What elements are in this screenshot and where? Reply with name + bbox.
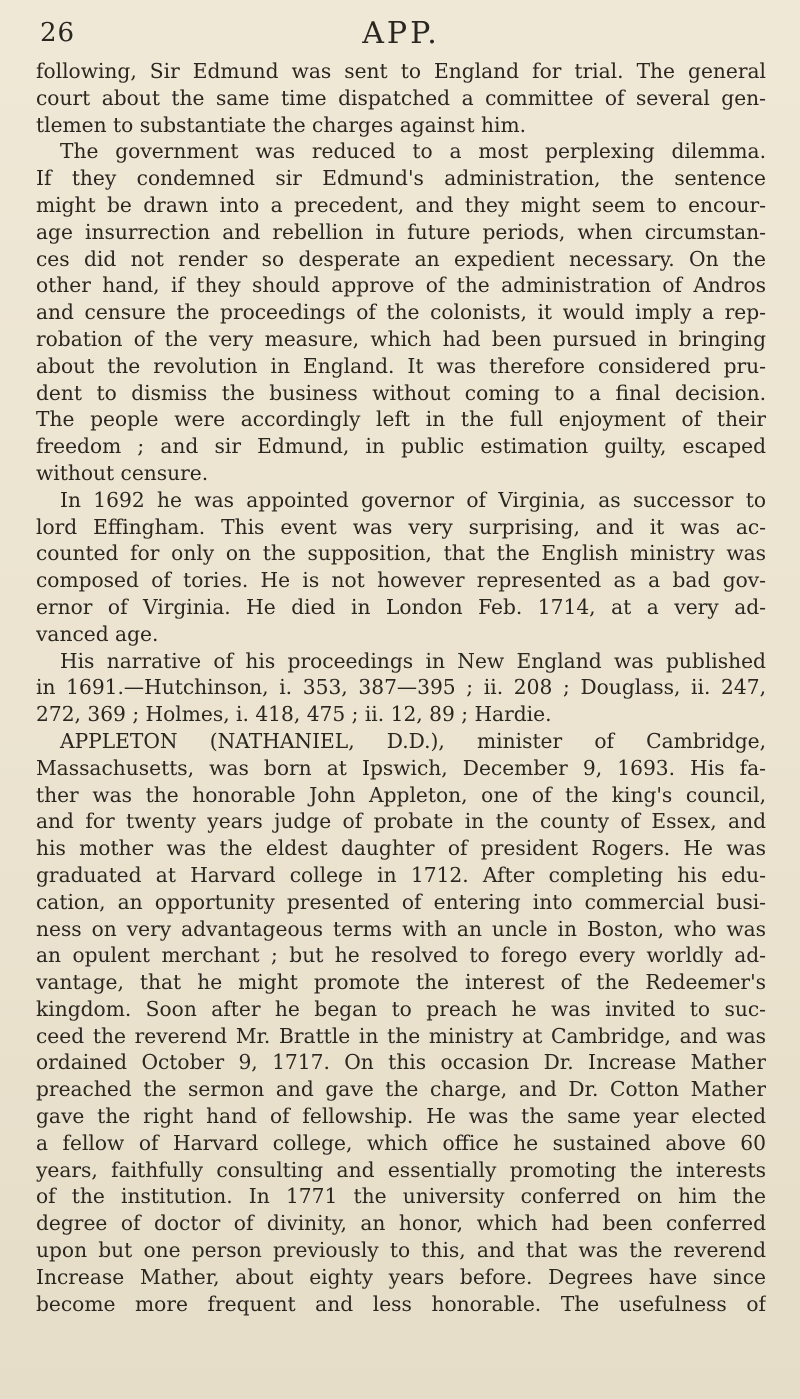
text-line: years, faithfully consulting and essentially promoting the interests — [36, 1157, 766, 1182]
text-line: counted for only on the supposition, that the English ministry was — [36, 541, 766, 566]
text-line: ceed the reverend Mr. Brattle in the ministry at Cambridge, and was — [36, 1023, 766, 1048]
text-line: kingdom. Soon after he began to preach he was invited to suc- — [36, 996, 766, 1021]
text-line: become more frequent and less honorable. The usefulness of — [36, 1291, 766, 1316]
running-head: APP. — [362, 16, 440, 51]
text-line: upon but one person previously to this, and that was the reverend — [36, 1238, 766, 1263]
text-line: gave the right hand of fellowship. He was the same year elected — [36, 1104, 766, 1129]
text-line: lord Effingham. This event was very surprising, and it was ac- — [36, 514, 766, 539]
text-line: his mother was the eldest daughter of president Rogers. He was — [36, 836, 766, 861]
text-line: dent to dismiss the business without coming to a final decision. — [36, 380, 766, 405]
text-line: ordained October 9, 1717. On this occasion Dr. Increase Mather — [36, 1050, 766, 1075]
text-line: In 1692 he was appointed governor of Virginia, as successor to — [60, 487, 766, 512]
text-line: cation, an opportunity presented of entering into commercial busi- — [36, 889, 766, 914]
text-line: degree of doctor of divinity, an honor, which had been conferred — [36, 1211, 766, 1236]
text-line: and for twenty years judge of probate in the county of Essex, and — [36, 809, 766, 834]
text-line: If they condemned sir Edmund's administration, the sentence — [36, 166, 766, 191]
text-line: of the institution. In 1771 the university conferred on him the — [36, 1184, 766, 1209]
text-line: in 1691.—Hutchinson, i. 353, 387—395 ; ii. 208 ; Douglass, ii. 247, — [36, 675, 766, 700]
page-header — [36, 14, 766, 50]
text-line: ernor of Virginia. He died in London Feb. 1714, at a very ad- — [36, 594, 766, 619]
text-line: might be drawn into a precedent, and they might seem to encour- — [36, 192, 766, 217]
text-line: following, Sir Edmund was sent to England for trial. The general — [36, 59, 766, 83]
text-line: an opulent merchant ; but he resolved to forego every worldly ad- — [36, 943, 766, 968]
page-number: 26 — [40, 18, 76, 48]
text-line: Increase Mather, about eighty years before. Degrees have since — [36, 1264, 766, 1289]
text-line: other hand, if they should approve of the administration of Andros — [36, 273, 766, 298]
text-line: court about the same time dispatched a committee of several gen- — [36, 85, 766, 110]
text-line: graduated at Harvard college in 1712. After completing his edu- — [36, 862, 766, 887]
text-line: 272, 369 ; Holmes, i. 418, 475 ; ii. 12, 89 ; Hardie. — [36, 702, 552, 727]
text-line: age insurrection and rebellion in future periods, when circumstan- — [36, 219, 766, 244]
text-line: The people were accordingly left in the full enjoyment of their — [36, 407, 766, 432]
text-line: about the revolution in England. It was therefore considered pru- — [36, 353, 766, 378]
text-line: without censure. — [36, 460, 209, 485]
text-line: vantage, that he might promote the interest of the Redeemer's — [36, 970, 766, 995]
text-line: The government was reduced to a most perplexing dilemma. — [60, 139, 766, 164]
text-line: His narrative of his proceedings in New England was published — [60, 648, 766, 673]
text-line: ther was the honorable John Appleton, one of the king's council, — [36, 782, 766, 807]
text-line: freedom ; and sir Edmund, in public estimation guilty, escaped — [36, 434, 766, 459]
text-line: composed of tories. He is not however represented as a bad gov- — [36, 568, 766, 593]
text-line: ness on very advantageous terms with an uncle in Boston, who was — [36, 916, 766, 941]
text-line: tlemen to substantiate the charges against him. — [36, 112, 527, 137]
text-line: ces did not render so desperate an expedient necessary. On the — [36, 246, 766, 271]
body-text — [36, 58, 766, 1317]
text-line: a fellow of Harvard college, which office he sustained above 60 — [36, 1130, 766, 1155]
text-line: Massachusetts, was born at Ipswich, December 9, 1693. His fa- — [36, 755, 766, 780]
text-line: APPLETON (NATHANIEL, D.D.), minister of Cambridge, — [60, 728, 766, 753]
text-line: preached the sermon and gave the charge, and Dr. Cotton Mather — [36, 1077, 766, 1102]
text-line: and censure the proceedings of the colonists, it would imply a rep- — [36, 300, 766, 325]
text-line: robation of the very measure, which had been pursued in bringing — [36, 326, 766, 351]
text-line: vanced age. — [36, 621, 159, 646]
